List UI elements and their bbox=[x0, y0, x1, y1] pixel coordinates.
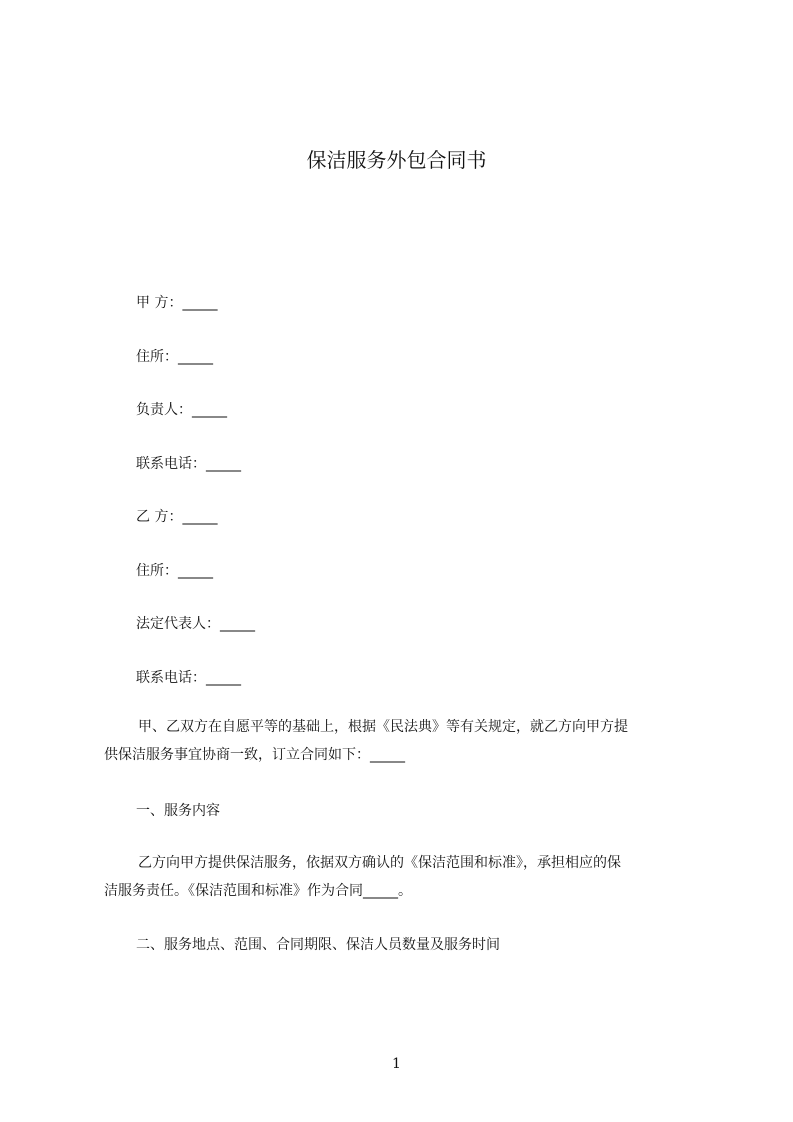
document-title: 保洁服务外包合同书 bbox=[306, 148, 487, 172]
party-a-phone-field: 联系电话：_____ bbox=[136, 456, 241, 472]
section-1-line: 洁服务责任。《保洁范围和标准》作为合同_____。 bbox=[104, 883, 412, 899]
intro-line: 供保洁服务事宜协商一致，订立合同如下：_____ bbox=[104, 747, 405, 763]
party-b-legal-rep-field: 法定代表人：_____ bbox=[136, 616, 255, 632]
party-b-phone-field: 联系电话：_____ bbox=[136, 670, 241, 686]
section-1-heading: 一、服务内容 bbox=[136, 803, 220, 819]
party-b-address-field: 住所：_____ bbox=[136, 563, 213, 579]
party-a-person-in-charge-field: 负责人：_____ bbox=[136, 402, 227, 418]
party-a-address-field: 住所：_____ bbox=[136, 349, 213, 365]
intro-line: 甲、乙双方在自愿平等的基础上，根据《民法典》等有关规定，就乙方向甲方提 bbox=[138, 719, 628, 735]
party-b-field: 乙 方：_____ bbox=[136, 509, 218, 525]
section-1-paragraph bbox=[104, 849, 704, 905]
intro-paragraph bbox=[104, 713, 704, 769]
section-2-heading: 二、服务地点、范围、合同期限、保洁人员数量及服务时间 bbox=[136, 937, 500, 953]
section-1-line: 乙方向甲方提供保洁服务，依据双方确认的《保洁范围和标准》，承担相应的保 bbox=[138, 855, 621, 871]
party-a-field: 甲 方：_____ bbox=[136, 295, 218, 311]
page-number: 1 bbox=[392, 1056, 401, 1072]
